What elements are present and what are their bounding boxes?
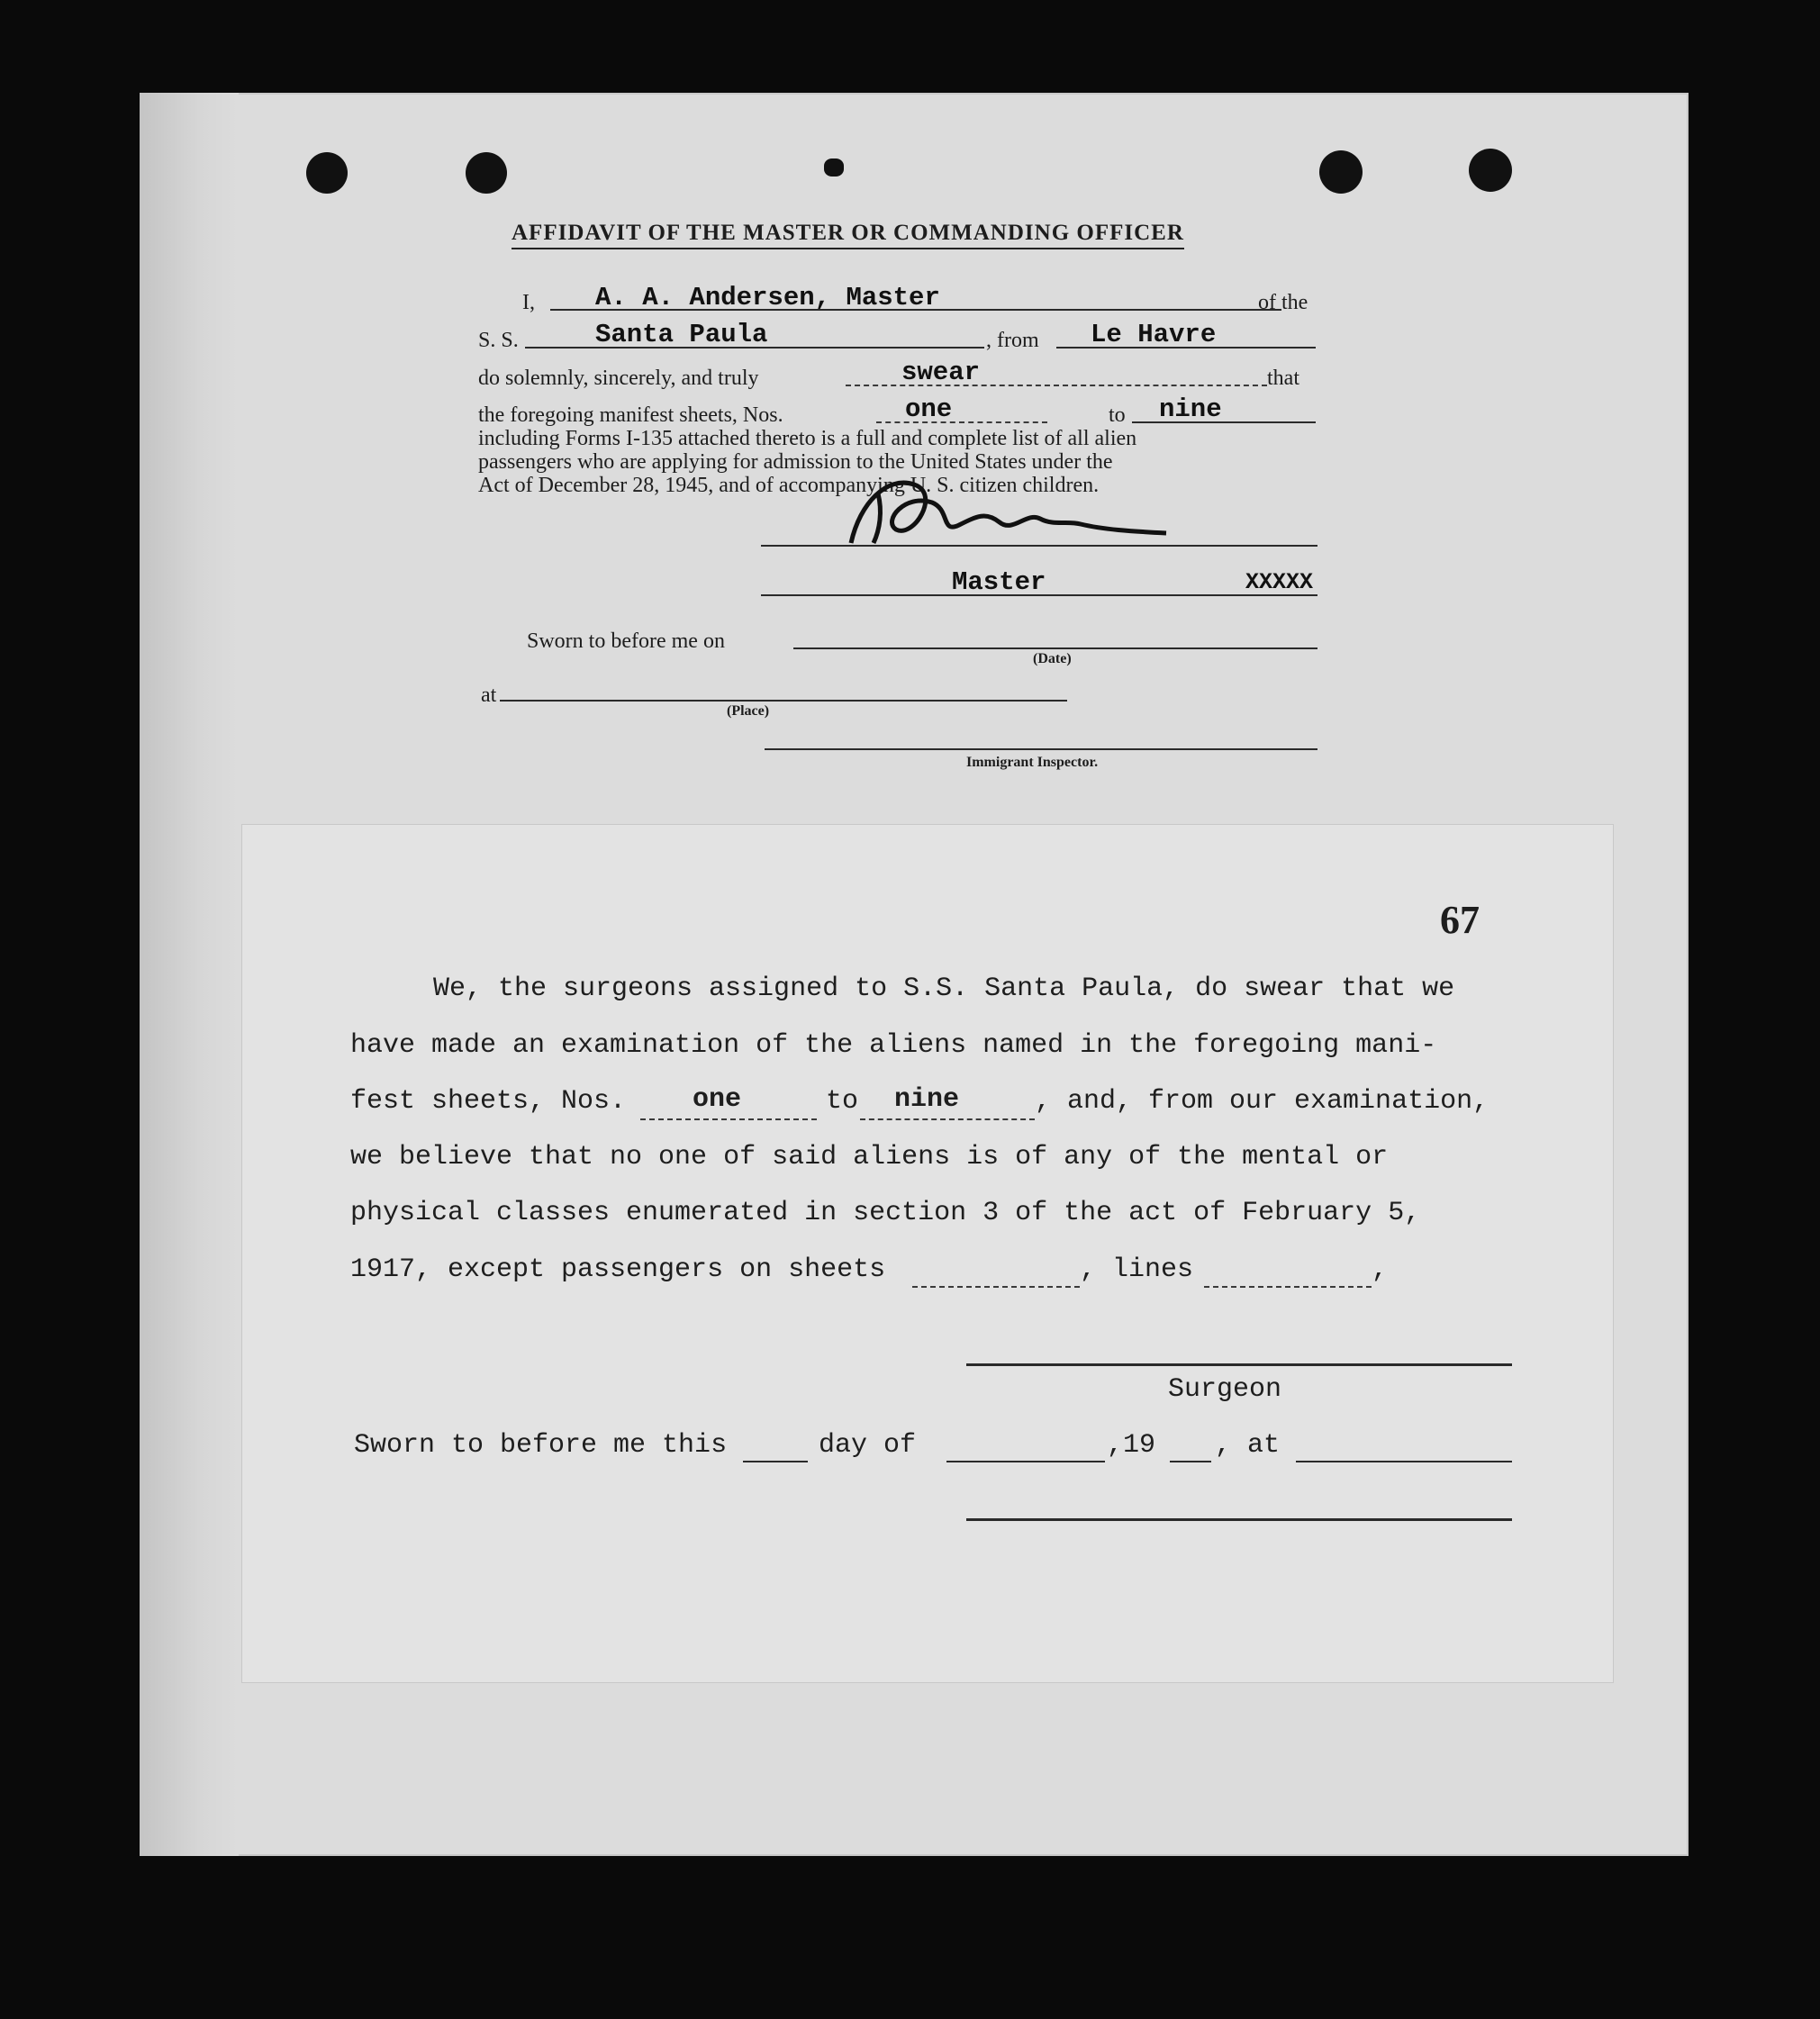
body-line: Act of December 28, 1945, and of accompanying U. S. citizen children. xyxy=(478,474,1100,497)
punch-hole xyxy=(306,152,348,194)
that-label: that xyxy=(1267,367,1299,390)
i-label: I, xyxy=(522,291,535,314)
day-of-label: day of xyxy=(819,1430,917,1461)
signature-line xyxy=(761,545,1317,547)
body-line: passengers who are applying for admission to the United States under the xyxy=(478,450,1113,474)
sheet-from: one xyxy=(905,394,953,424)
sworn-place-line xyxy=(1296,1461,1512,1462)
port-name: Le Havre xyxy=(1091,320,1217,349)
inspector-caption: Immigrant Inspector. xyxy=(966,755,1099,770)
surgeon-signature-line xyxy=(966,1363,1512,1366)
from-label: , from xyxy=(986,329,1039,352)
sworn-year-line xyxy=(1170,1461,1211,1462)
surgeon-line: have made an examination of the aliens named in the foregoing mani- xyxy=(350,1030,1437,1061)
sworn-month-line xyxy=(946,1461,1105,1462)
surgeon-line: , and, from our examination, xyxy=(1035,1086,1490,1117)
except-lines-line xyxy=(1204,1286,1372,1288)
of-the-label: of the xyxy=(1258,291,1308,314)
sheet-from-line xyxy=(876,421,1047,423)
surgeon-sheet-from: one xyxy=(693,1084,742,1115)
surgeon-line: fest sheets, Nos. xyxy=(350,1086,627,1117)
place-caption: (Place) xyxy=(727,703,770,719)
ss-label: S. S. xyxy=(478,329,519,352)
surgeon-line: We, the surgeons assigned to S.S. Santa Paula, do swear that we xyxy=(433,973,1455,1004)
to-label: to xyxy=(1109,403,1126,427)
lines-label: , lines xyxy=(1080,1254,1194,1285)
struck-text: XXXXX xyxy=(1245,569,1314,595)
surgeon-sheet-to: nine xyxy=(894,1084,960,1115)
comma-label: , xyxy=(1372,1254,1389,1285)
ink-blot xyxy=(824,158,844,177)
at-label: , at xyxy=(1215,1430,1281,1461)
sheet-to: nine xyxy=(1159,394,1222,424)
oath-value: swear xyxy=(901,358,981,387)
surgeon-caption: Surgeon xyxy=(1168,1374,1282,1405)
surgeon-line: we believe that no one of said aliens is of any of the mental or xyxy=(350,1142,1389,1172)
sworn-date-line xyxy=(793,647,1317,649)
solemnly-text: do solemnly, sincerely, and truly xyxy=(478,367,759,390)
page-number: 67 xyxy=(1440,898,1480,942)
place-line xyxy=(500,700,1067,702)
scan-edge-shading xyxy=(140,93,239,1856)
inspector-line xyxy=(765,748,1317,750)
affidavit-title: AFFIDAVIT OF THE MASTER OR COMMANDING OFFICER xyxy=(512,221,1184,249)
sworn-day-line xyxy=(743,1461,808,1462)
surgeon-sworn-text: Sworn to before me this xyxy=(354,1430,728,1461)
master-name: A. A. Andersen, Master xyxy=(595,283,940,312)
date-caption: (Date) xyxy=(1033,651,1072,666)
sheets-text: the foregoing manifest sheets, Nos. xyxy=(478,403,783,427)
surgeon-affidavit-slip xyxy=(241,824,1614,1683)
punch-hole xyxy=(1469,149,1512,192)
punch-hole xyxy=(1319,150,1363,194)
body-line: including Forms I-135 attached thereto is a full and complete list of all alien xyxy=(478,427,1137,450)
officer-signature-line xyxy=(966,1518,1512,1521)
punch-hole xyxy=(466,152,507,194)
surgeon-to-label: to xyxy=(826,1086,859,1117)
sworn-before-text: Sworn to before me on xyxy=(527,629,725,653)
surgeon-line: physical classes enumerated in section 3 of the act of February 5, xyxy=(350,1198,1421,1228)
year-label: ,19 xyxy=(1107,1430,1156,1461)
surgeon-sheet-from-line xyxy=(640,1118,817,1120)
master-title: Master xyxy=(952,567,1046,597)
surgeon-sheet-to-line xyxy=(860,1118,1035,1120)
ship-name: Santa Paula xyxy=(595,320,768,349)
at-label: at xyxy=(481,684,497,707)
master-signature xyxy=(833,466,1211,557)
except-sheets-line xyxy=(912,1286,1080,1288)
surgeon-line: 1917, except passengers on sheets xyxy=(350,1254,886,1285)
